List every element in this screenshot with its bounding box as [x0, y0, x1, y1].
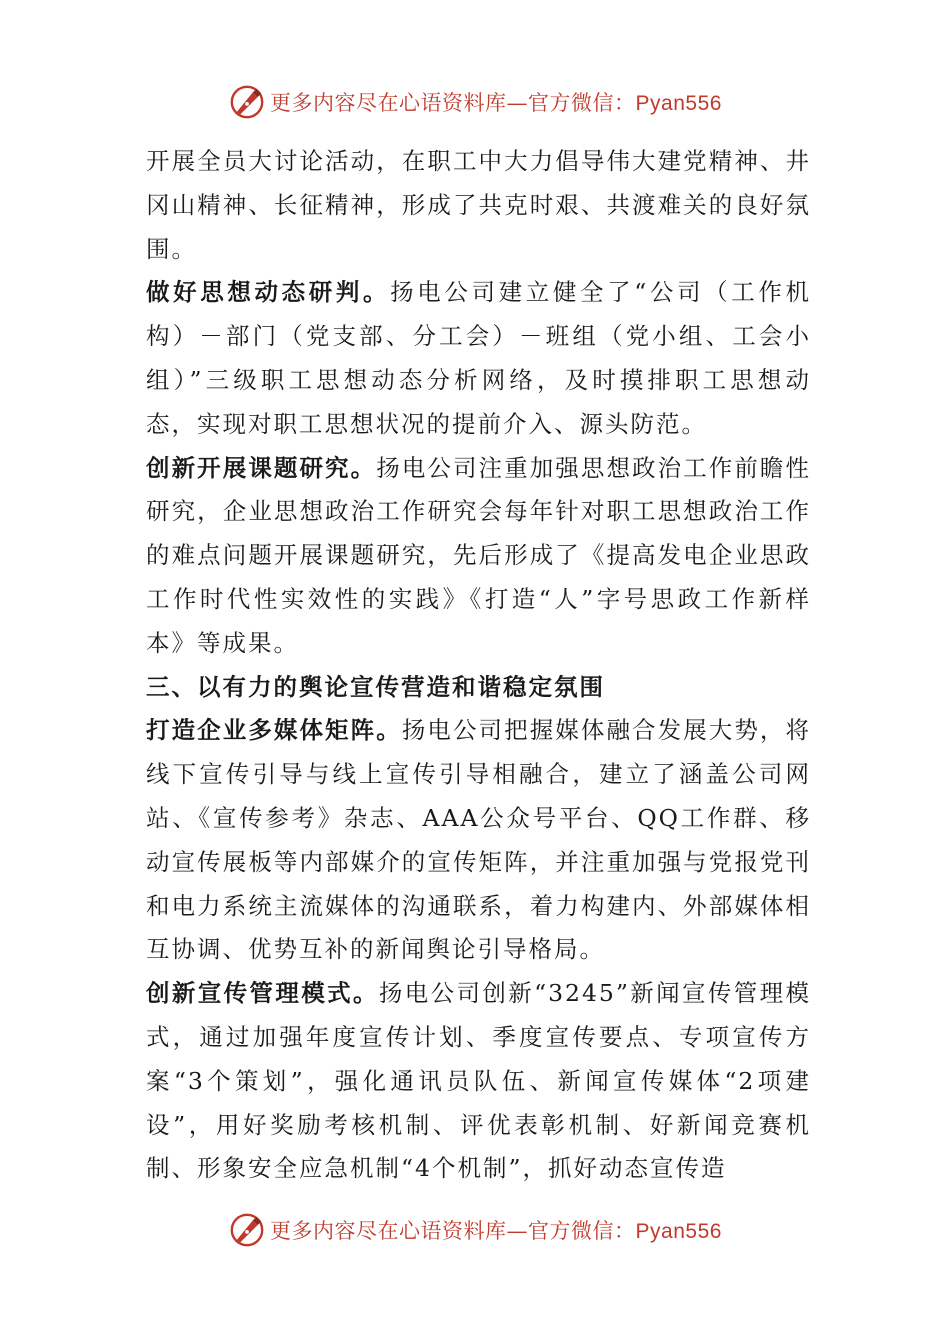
paragraph: 做好思想动态研判。扬电公司建立健全了“公司（工作机构）－部门（党支部、分工会）－班组（党小组、工会小组）”三级职工思想动态分析网络，及时摸排职工思想动态，实现对职工思想状况的提前介入、源头防范。: [146, 278, 812, 438]
wechat-id: Pyan556: [635, 1220, 722, 1243]
pen-nib-icon: [228, 83, 266, 121]
paragraph-lead: 做好思想动态研判。: [146, 278, 391, 307]
wechat-id: Pyan556: [635, 92, 722, 115]
paragraph: 创新开展课题研究。扬电公司注重加强思想政治工作前瞻性研究，企业思想政治工作研究会每年针对职工思想政治工作的难点问题开展课题研究，先后形成了《提高发电企业思政工作时代性实效性的实践》《打造“人”字号思政工作新样本》等成果。: [146, 453, 812, 657]
footer-banner: [0, 1208, 950, 1252]
pen-nib-icon: [228, 1211, 266, 1249]
paragraph: 开展全员大讨论活动，在职工中大力倡导伟大建党精神、井冈山精神、长征精神，形成了共克时艰、共渡难关的良好氛围。: [146, 147, 811, 263]
paragraph: 打造企业多媒体矩阵。扬电公司把握媒体融合发展大势，将线下宣传引导与线上宣传引导相融合，建立了涵盖公司网站、《宣传参考》杂志、AAA公众号平台、QQ工作群、移动宣传展板等内部媒介的宣传矩阵，并注重加强与党报党刊和电力系统主流媒体的沟通联系，着力构建内、外部媒体相互协调、优势互补的新闻舆论引导格局。: [146, 716, 812, 964]
paragraph: 创新宣传管理模式。扬电公司创新“3245”新闻宣传管理模式，通过加强年度宣传计划、季度宣传要点、专项宣传方案“3个策划”，强化通讯员队伍、新闻宣传媒体“2项建设”，用好奖励考核机制、评优表彰机制、好新闻竞赛机制、形象安全应急机制“4个机制”，抓好动态宣传造: [146, 979, 811, 1183]
header-banner: [0, 80, 950, 124]
paragraph-lead: 打造企业多媒体矩阵。: [146, 716, 402, 745]
document-body: [146, 140, 811, 1191]
banner-text: 更多内容尽在心语资料库—官方微信：Pyan556: [270, 91, 722, 115]
section-heading: 三、以有力的舆论宣传营造和谐稳定氛围: [146, 672, 605, 701]
paragraph-lead: 创新开展课题研究。: [146, 453, 377, 482]
paragraph-lead: 创新宣传管理模式。: [146, 979, 379, 1008]
banner-text: 更多内容尽在心语资料库—官方微信：Pyan556: [270, 1219, 722, 1243]
